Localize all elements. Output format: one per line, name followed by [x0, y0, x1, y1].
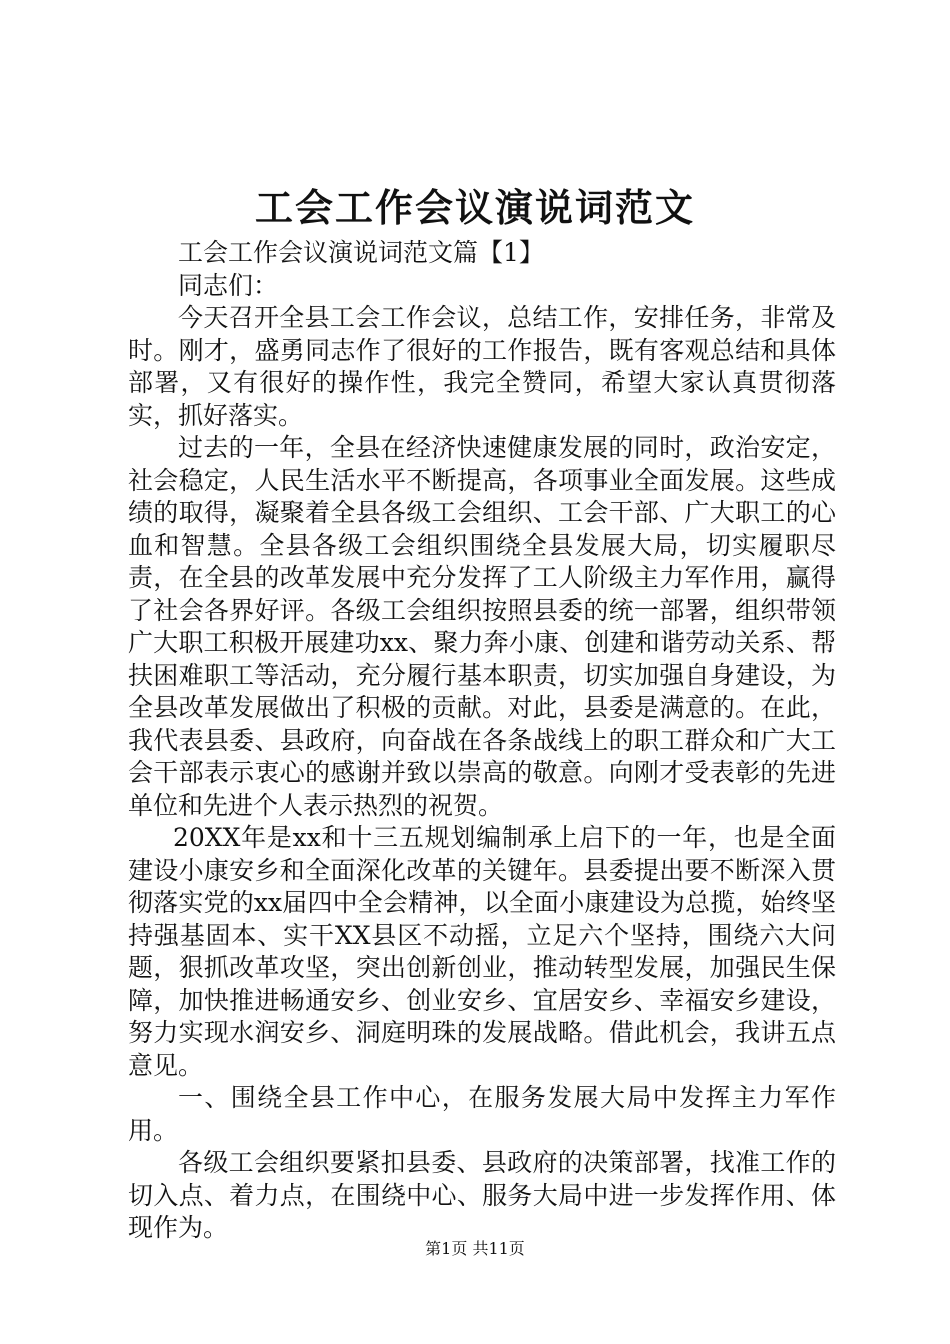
salutation: 同志们：: [178, 270, 279, 300]
paragraph-point-one: 各级工会组织要紧扣县委、县政府的决策部署，找准工作的切入点、着力点，在围绕中心、服务大局中进一步发挥作用、体现作为。: [128, 1148, 836, 1242]
document-body: [128, 237, 836, 1245]
section-heading: 工会工作会议演说词范文篇【1】: [178, 238, 544, 267]
paragraph-review: 过去的一年，全县在经济快速健康发展的同时，政治安定，社会稳定，人民生活水平不断提高，各项事业全面发展。这些成绩的取得，凝聚着全县各级工会组织、工会干部、广大职工的心血和智慧。全县各级工会组织围绕全县发展大局，切实履职尽责，在全县的改革发展中充分发挥了工人阶级主力军作用，赢得了社会各界好评。各级工会组织按照县委的统一部署，组织带领广大职工积极开展建功xx、聚力奔小康、创建和谐劳动关系、帮扶困难职工等活动，充分履行基本职责，切实加强自身建设，为全县改革发展做出了积极的贡献。对此，县委是满意的。在此，我代表县委、县政府，向奋战在各条战线上的职工群众和广大工会干部表示衷心的感谢并致以崇高的敬意。向刚才受表彰的先进单位和先进个人表示热烈的祝贺。: [128, 433, 836, 820]
document-title: 工会工作会议演说词范文: [254, 185, 695, 230]
paragraph-opening: 今天召开全县工会工作会议，总结工作，安排任务，非常及时。刚才，盛勇同志作了很好的工作报告，既有客观总结和具体部署，又有很好的操作性，我完全赞同，希望大家认真贯彻落实，抓好落实。: [128, 303, 836, 430]
point-one-heading: 一、围绕全县工作中心，在服务发展大局中发挥主力军作用。: [128, 1083, 836, 1145]
page-footer: 第1页 共11页: [425, 1239, 525, 1258]
paragraph-plan: 20XX年是xx和十三五规划编制承上启下的一年，也是全面建设小康安乡和全面深化改革的关键年。县委提出要不断深入贯彻落实党的xx届四中全会精神，以全面小康建设为总揽，始终坚持强基固本、实干XX县区不动摇，立足六个坚持，围绕六大问题，狠抓改革攻坚，突出创新创业，推动转型发展，加强民生保障，加快推进畅通安乡、创业安乡、宜居安乡、幸福安乡建设，努力实现水润安乡、洞庭明珠的发展战略。借此机会，我讲五点意见。: [128, 823, 836, 1080]
